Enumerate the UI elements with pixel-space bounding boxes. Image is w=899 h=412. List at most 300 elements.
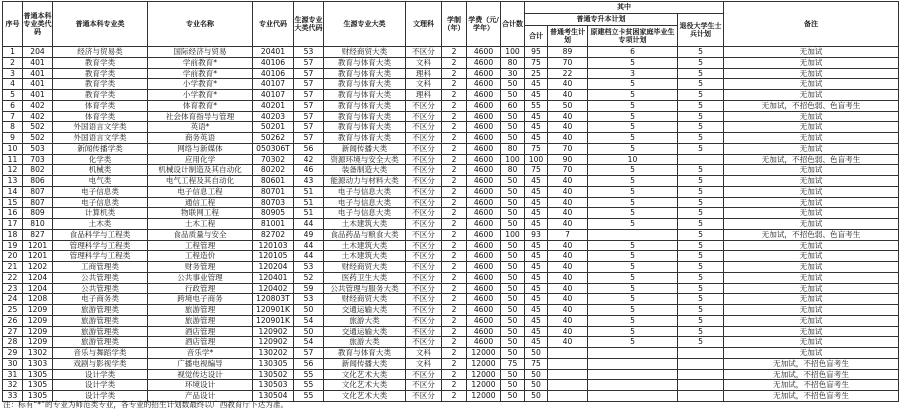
src-class-cell: 食品药品与粮食大类: [324, 229, 406, 240]
src-code-cell: 57: [294, 90, 324, 101]
major-code-cell: 120204: [253, 262, 294, 273]
remark-cell: 无加试: [724, 337, 899, 348]
duration-cell: 2: [442, 79, 467, 90]
total-cell: 50: [501, 90, 525, 101]
tuition-cell: 4600: [467, 57, 501, 68]
src-code-cell: 55: [294, 380, 324, 391]
duration-cell: 2: [442, 154, 467, 165]
src-class-cell: 教育与体育大类: [324, 79, 406, 90]
ug-class-cell: 设计学类: [53, 391, 148, 402]
table-row: [3, 358, 899, 369]
major-code-cell: 40201: [253, 100, 294, 111]
table-row: [3, 90, 899, 101]
src-class-cell: 旅游大类: [324, 315, 406, 326]
tuition-cell: 4600: [467, 262, 501, 273]
total-cell: 50: [501, 294, 525, 305]
plan-general-cell: 40: [548, 208, 588, 219]
plan-poor-cell: 5: [588, 197, 678, 208]
ug-code-cell: 807: [23, 186, 53, 197]
plan-poor-cell: 5: [588, 305, 678, 316]
tuition-cell: 4600: [467, 219, 501, 230]
src-code-cell: 44: [294, 251, 324, 262]
src-class-cell: 新闻传播大类: [324, 143, 406, 154]
duration-cell: 2: [442, 380, 467, 391]
src-code-cell: 43: [294, 176, 324, 187]
seq-cell: 11: [3, 154, 23, 165]
major-code-cell: 40107: [253, 79, 294, 90]
ug-class-cell: 旅游管理类: [53, 337, 148, 348]
plan-general-cell: 40: [548, 90, 588, 101]
plan-poor-cell: 5: [588, 326, 678, 337]
seq-cell: 29: [3, 348, 23, 359]
src-code-cell: 56: [294, 358, 324, 369]
ug-class-cell: 教育学类: [53, 57, 148, 68]
remark-cell: 无加试: [724, 165, 899, 176]
major-name-cell: 环境设计: [148, 380, 253, 391]
remark-cell: 无加试，不招色盲考生: [724, 380, 899, 391]
plan-veteran-cell: 5: [678, 251, 724, 262]
ug-class-cell: 体育学类: [53, 111, 148, 122]
plan-veteran-cell: 5: [678, 315, 724, 326]
header-plan-general: 普通考生计划: [548, 26, 588, 47]
plan-veteran-cell: 5: [678, 337, 724, 348]
total-cell: 50: [501, 326, 525, 337]
seq-cell: 19: [3, 240, 23, 251]
plan-veteran-cell: [678, 380, 724, 391]
major-name-cell: 应用化学: [148, 154, 253, 165]
major-code-cell: 80601: [253, 176, 294, 187]
ug-code-cell: 809: [23, 208, 53, 219]
seq-cell: 20: [3, 251, 23, 262]
major-name-cell: 酒店管理: [148, 337, 253, 348]
tuition-cell: 4600: [467, 208, 501, 219]
duration-cell: 2: [442, 176, 467, 187]
plan-general-cell: 40: [548, 251, 588, 262]
major-name-cell: 广播电视编导: [148, 358, 253, 369]
subtotal-cell: 93: [525, 229, 548, 240]
tuition-cell: 4600: [467, 315, 501, 326]
src-code-cell: 51: [294, 186, 324, 197]
tuition-cell: 12000: [467, 391, 501, 402]
plan-poor-cell: [588, 229, 678, 240]
tuition-cell: 4600: [467, 283, 501, 294]
plan-general-cell: 22: [548, 68, 588, 79]
major-code-cell: 50201: [253, 122, 294, 133]
src-class-cell: 教育与体育大类: [324, 348, 406, 359]
ug-class-cell: 公共管理类: [53, 283, 148, 294]
tuition-cell: 4600: [467, 176, 501, 187]
subject-cell: 不区分: [406, 111, 442, 122]
table-row: [3, 262, 899, 273]
table-row: [3, 57, 899, 68]
ug-class-cell: 外国语言文学类: [53, 133, 148, 144]
subtotal-cell: 45: [525, 176, 548, 187]
remark-cell: 无加试: [724, 326, 899, 337]
subtotal-cell: 45: [525, 315, 548, 326]
subtotal-cell: 45: [525, 133, 548, 144]
src-class-cell: 交通运输大类: [324, 305, 406, 316]
table-row: [3, 240, 899, 251]
table-row: [3, 283, 899, 294]
duration-cell: 2: [442, 100, 467, 111]
seq-cell: 5: [3, 90, 23, 101]
src-class-cell: 电子与信息大类: [324, 186, 406, 197]
plan-veteran-cell: 5: [678, 100, 724, 111]
total-cell: 50: [501, 122, 525, 133]
plan-general-cell: 89: [548, 47, 588, 58]
major-name-cell: 体育教育*: [148, 100, 253, 111]
src-code-cell: 50: [294, 305, 324, 316]
plan-veteran-cell: 5: [678, 219, 724, 230]
total-cell: 50: [501, 315, 525, 326]
total-cell: 50: [501, 176, 525, 187]
plan-veteran-cell: 5: [678, 229, 724, 240]
subject-cell: 理科: [406, 90, 442, 101]
src-code-cell: 57: [294, 68, 324, 79]
major-code-cell: 130305: [253, 358, 294, 369]
src-class-cell: 教育与体育大类: [324, 100, 406, 111]
major-code-cell: 130503: [253, 380, 294, 391]
remark-cell: 无加试: [724, 251, 899, 262]
seq-cell: 12: [3, 165, 23, 176]
plan-veteran-cell: 5: [678, 68, 724, 79]
duration-cell: 2: [442, 315, 467, 326]
major-name-cell: 工程造价: [148, 251, 253, 262]
seq-cell: 3: [3, 68, 23, 79]
header-duration: 学制（年）: [442, 2, 467, 47]
ug-code-cell: 1209: [23, 305, 53, 316]
duration-cell: 2: [442, 294, 467, 305]
plan-poor-cell: 5: [588, 283, 678, 294]
duration-cell: 2: [442, 90, 467, 101]
subtotal-cell: 75: [525, 57, 548, 68]
plan-poor-cell: 5: [588, 143, 678, 154]
plan-poor-cell: 5: [588, 294, 678, 305]
ug-class-cell: 机械类: [53, 165, 148, 176]
plan-general-cell: [548, 380, 588, 391]
major-name-cell: 商务英语: [148, 133, 253, 144]
header-src-class: 生源专业大类: [324, 2, 406, 47]
plan-veteran-cell: 5: [678, 272, 724, 283]
duration-cell: 2: [442, 337, 467, 348]
src-class-cell: 医药卫生大类: [324, 272, 406, 283]
remark-cell: 无加试: [724, 143, 899, 154]
remark-cell: 无加试: [724, 122, 899, 133]
src-class-cell: 土木建筑大类: [324, 219, 406, 230]
major-code-cell: 050306T: [253, 143, 294, 154]
ug-code-cell: 1302: [23, 348, 53, 359]
subtotal-cell: 100: [525, 154, 548, 165]
src-class-cell: 能源动力与材料大类: [324, 176, 406, 187]
duration-cell: 2: [442, 251, 467, 262]
table-row: [3, 79, 899, 90]
header-remark: 备注: [724, 2, 899, 47]
plan-general-cell: 40: [548, 262, 588, 273]
subtotal-cell: 25: [525, 68, 548, 79]
ug-code-cell: 806: [23, 176, 53, 187]
subtotal-cell: 50: [525, 348, 548, 359]
seq-cell: 2: [3, 57, 23, 68]
header-ug-code: 普通本科专业类代码: [23, 2, 53, 47]
plan-poor-cell: [588, 369, 678, 380]
duration-cell: 2: [442, 391, 467, 402]
src-class-cell: 财经商贸大类: [324, 47, 406, 58]
plan-veteran-cell: 5: [678, 294, 724, 305]
subtotal-cell: 45: [525, 186, 548, 197]
major-code-cell: 120103: [253, 240, 294, 251]
plan-general-cell: 40: [548, 197, 588, 208]
ug-class-cell: 经济与贸易类: [53, 47, 148, 58]
plan-poor-cell: 5: [588, 111, 678, 122]
remark-cell: 无加试: [724, 57, 899, 68]
src-code-cell: 56: [294, 143, 324, 154]
src-class-cell: 电子与信息大类: [324, 208, 406, 219]
plan-veteran-cell: 5: [678, 133, 724, 144]
subtotal-cell: 45: [525, 208, 548, 219]
seq-cell: 24: [3, 294, 23, 305]
major-name-cell: 英语*: [148, 122, 253, 133]
duration-cell: 2: [442, 326, 467, 337]
table-row: [3, 197, 899, 208]
tuition-cell: 4600: [467, 165, 501, 176]
table-row: [3, 154, 899, 165]
subject-cell: 不区分: [406, 219, 442, 230]
header-total: 合计数: [501, 2, 525, 47]
src-code-cell: 59: [294, 283, 324, 294]
major-name-cell: 学前教育*: [148, 68, 253, 79]
major-name-cell: 音乐学*: [148, 348, 253, 359]
src-code-cell: 55: [294, 391, 324, 402]
ug-code-cell: 401: [23, 90, 53, 101]
duration-cell: 2: [442, 208, 467, 219]
tuition-cell: 4600: [467, 79, 501, 90]
ug-code-cell: 502: [23, 122, 53, 133]
subtotal-cell: 45: [525, 262, 548, 273]
major-name-cell: 社会体育指导与管理: [148, 111, 253, 122]
plan-veteran-cell: 5: [678, 122, 724, 133]
plan-poor-cell: 5: [588, 100, 678, 111]
ug-class-cell: 电子商务类: [53, 294, 148, 305]
ug-code-cell: 1305: [23, 380, 53, 391]
plan-poor-cell: [588, 391, 678, 402]
src-code-cell: 49: [294, 229, 324, 240]
major-name-cell: 电气工程及其自动化: [148, 176, 253, 187]
subtotal-cell: 45: [525, 90, 548, 101]
seq-cell: 6: [3, 100, 23, 111]
major-name-cell: 公共事业管理: [148, 272, 253, 283]
plan-poor-cell: [588, 358, 678, 369]
major-code-cell: 120803T: [253, 294, 294, 305]
major-code-cell: 120402: [253, 283, 294, 294]
tuition-cell: 4600: [467, 294, 501, 305]
total-cell: 50: [501, 133, 525, 144]
total-cell: 50: [501, 337, 525, 348]
src-class-cell: 教育与体育大类: [324, 57, 406, 68]
tuition-cell: 4600: [467, 251, 501, 262]
tuition-cell: 4600: [467, 305, 501, 316]
tuition-cell: 4600: [467, 47, 501, 58]
seq-cell: 10: [3, 143, 23, 154]
major-name-cell: 跨境电子商务: [148, 294, 253, 305]
plan-veteran-cell: 5: [678, 197, 724, 208]
ug-code-cell: 1208: [23, 294, 53, 305]
total-cell: 100: [501, 47, 525, 58]
major-code-cell: 80202: [253, 165, 294, 176]
total-cell: 50: [501, 391, 525, 402]
tuition-cell: 12000: [467, 348, 501, 359]
table-body: [3, 47, 899, 402]
total-cell: 50: [501, 186, 525, 197]
major-code-cell: 40106: [253, 68, 294, 79]
plan-poor-cell: 5: [588, 186, 678, 197]
total-cell: 80: [501, 165, 525, 176]
tuition-cell: 4600: [467, 240, 501, 251]
duration-cell: 2: [442, 240, 467, 251]
major-name-cell: 国际经济与贸易: [148, 47, 253, 58]
subject-cell: 文科: [406, 57, 442, 68]
plan-poor-cell: [588, 380, 678, 391]
tuition-cell: 4600: [467, 272, 501, 283]
subtotal-cell: 45: [525, 251, 548, 262]
major-code-cell: 120901K: [253, 315, 294, 326]
duration-cell: 2: [442, 219, 467, 230]
table-row: [3, 176, 899, 187]
ug-class-cell: 旅游管理类: [53, 326, 148, 337]
subject-cell: 不区分: [406, 262, 442, 273]
subject-cell: 不区分: [406, 315, 442, 326]
ug-code-cell: 1201: [23, 240, 53, 251]
table-row: [3, 68, 899, 79]
plan-general-cell: 90: [548, 154, 588, 165]
table-row: [3, 219, 899, 230]
src-code-cell: 42: [294, 154, 324, 165]
enrollment-plan-table: [2, 1, 899, 402]
src-class-cell: 文化艺术大类: [324, 380, 406, 391]
plan-veteran-cell: 5: [678, 57, 724, 68]
subtotal-cell: 50: [525, 391, 548, 402]
plan-poor-cell: 5: [588, 133, 678, 144]
seq-cell: 30: [3, 358, 23, 369]
remark-cell: 无加试: [724, 133, 899, 144]
major-code-cell: 80905: [253, 208, 294, 219]
src-code-cell: 44: [294, 219, 324, 230]
plan-veteran-cell: [678, 358, 724, 369]
remark-cell: 无加试，不招色弱、色盲考生: [724, 154, 899, 165]
duration-cell: 2: [442, 186, 467, 197]
subject-cell: 不区分: [406, 294, 442, 305]
seq-cell: 13: [3, 176, 23, 187]
src-class-cell: 教育与体育大类: [324, 133, 406, 144]
plan-general-cell: 50: [548, 100, 588, 111]
src-code-cell: 46: [294, 165, 324, 176]
major-code-cell: 130502: [253, 369, 294, 380]
tuition-cell: 4600: [467, 100, 501, 111]
duration-cell: 2: [442, 262, 467, 273]
plan-poor-cell: 5: [588, 315, 678, 326]
seq-cell: 31: [3, 369, 23, 380]
plan-veteran-cell: 5: [678, 47, 724, 58]
subtotal-cell: 45: [525, 326, 548, 337]
remark-cell: 无加试: [724, 176, 899, 187]
subtotal-cell: 95: [525, 47, 548, 58]
major-name-cell: 小学教育*: [148, 79, 253, 90]
seq-cell: 25: [3, 305, 23, 316]
major-name-cell: 土木工程: [148, 219, 253, 230]
ug-class-cell: 旅游管理类: [53, 315, 148, 326]
total-cell: 60: [501, 100, 525, 111]
src-class-cell: 资源环境与安全大类: [324, 154, 406, 165]
remark-cell: 无加试: [724, 283, 899, 294]
total-cell: 80: [501, 57, 525, 68]
remark-cell: 无加试: [724, 186, 899, 197]
subject-cell: 不区分: [406, 380, 442, 391]
table-row: [3, 272, 899, 283]
plan-general-cell: 40: [548, 326, 588, 337]
ug-code-cell: 402: [23, 100, 53, 111]
footnote: 注：标有“*”的专业为师范类专业，各专业的招生计划数最终以广西教育厅下达为准。: [3, 400, 289, 409]
tuition-cell: 12000: [467, 369, 501, 380]
total-cell: 50: [501, 251, 525, 262]
total-cell: 50: [501, 283, 525, 294]
table-row: [3, 208, 899, 219]
major-code-cell: 81001: [253, 219, 294, 230]
ug-class-cell: 设计学类: [53, 369, 148, 380]
remark-cell: 无加试: [724, 68, 899, 79]
major-code-cell: 70302: [253, 154, 294, 165]
seq-cell: 15: [3, 197, 23, 208]
duration-cell: 2: [442, 68, 467, 79]
table-row: [3, 122, 899, 133]
major-code-cell: 80703: [253, 197, 294, 208]
seq-cell: 33: [3, 391, 23, 402]
table-row: [3, 165, 899, 176]
remark-cell: 无加试: [724, 111, 899, 122]
ug-class-cell: 体育学类: [53, 100, 148, 111]
subject-cell: 不区分: [406, 326, 442, 337]
ug-class-cell: 教育学类: [53, 79, 148, 90]
plan-poor-cell: 5: [588, 219, 678, 230]
tuition-cell: 12000: [467, 358, 501, 369]
duration-cell: 2: [442, 143, 467, 154]
plan-poor-cell: 5: [588, 165, 678, 176]
ug-code-cell: 807: [23, 197, 53, 208]
major-code-cell: 130202: [253, 348, 294, 359]
seq-cell: 17: [3, 219, 23, 230]
ug-code-cell: 1202: [23, 262, 53, 273]
total-cell: 100: [501, 229, 525, 240]
subject-cell: 不区分: [406, 208, 442, 219]
plan-veteran-cell: 5: [678, 111, 724, 122]
tuition-cell: 4600: [467, 133, 501, 144]
ug-code-cell: 502: [23, 133, 53, 144]
remark-cell: 无加试，不招色弱、色盲考生: [724, 229, 899, 240]
total-cell: 50: [501, 79, 525, 90]
subject-cell: 不区分: [406, 229, 442, 240]
major-code-cell: 130504: [253, 391, 294, 402]
total-cell: 50: [501, 208, 525, 219]
table-row: [3, 251, 899, 262]
table-row: [3, 380, 899, 391]
total-cell: 50: [501, 272, 525, 283]
remark-cell: 无加试: [724, 262, 899, 273]
plan-poor-cell: 5: [588, 122, 678, 133]
tuition-cell: 4600: [467, 326, 501, 337]
total-cell: 50: [501, 197, 525, 208]
ug-class-cell: 计算机类: [53, 208, 148, 219]
ug-class-cell: 电子信息类: [53, 197, 148, 208]
table-row: [3, 100, 899, 111]
src-class-cell: 土木建筑大类: [324, 240, 406, 251]
